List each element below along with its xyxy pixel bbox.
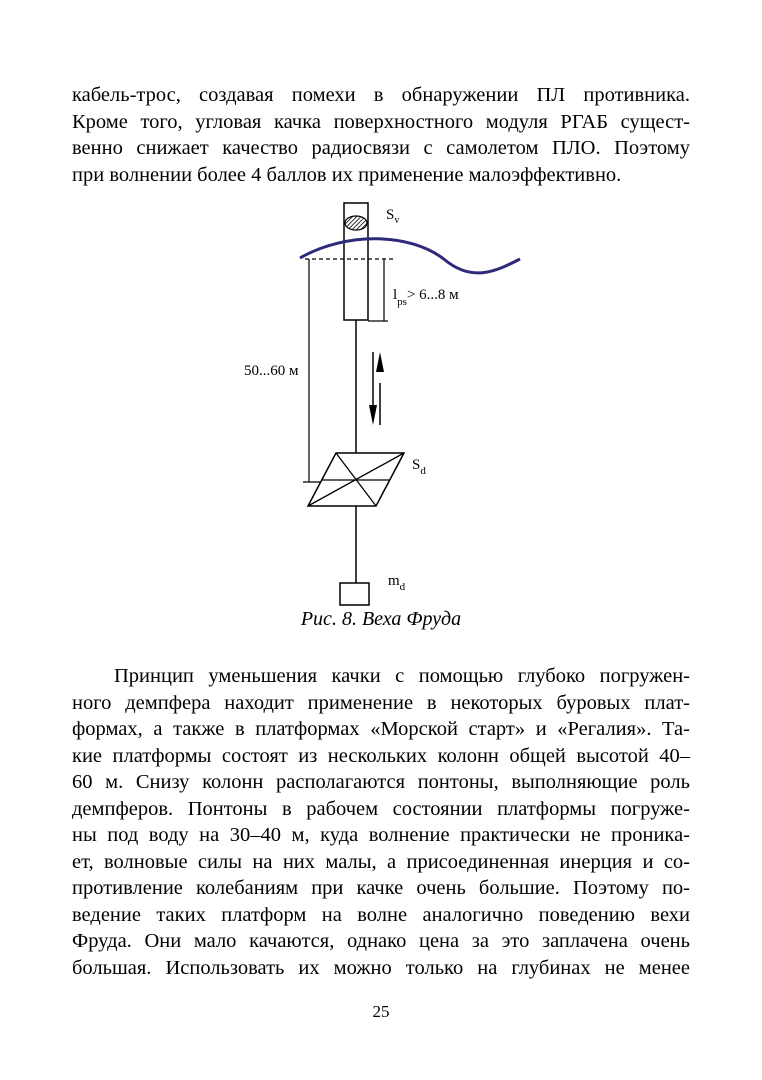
text-line: демпферов. Понтоны в рабочем состоянии платформы погруже-: [72, 797, 690, 820]
text-line: Принцип уменьшения качки с помощью глубоко погружен-: [114, 665, 690, 687]
text-line: ет, волновые силы на них малы, а присоединенная инерция и со-: [72, 850, 690, 873]
text-line: формах, а также в платформах «Морской старт» и «Регалия». Та-: [72, 718, 690, 740]
text-line: Кроме того, угловая качка поверхностного модуля РГАБ сущест-: [72, 110, 690, 133]
text-line: 60 м. Снизу колонн располагаются понтоны, выполняющие роль: [72, 771, 690, 793]
paragraph-bottom: [72, 663, 690, 981]
label-md: $m_d$: [388, 573, 406, 593]
arrow-down-head-icon: [369, 405, 377, 425]
page-number: 25: [372, 1002, 390, 1021]
label-depth: 50...60 м: [244, 363, 299, 379]
text-line: Фруда. Они мало качаются, однако цена за это заплачена очень: [72, 930, 690, 952]
text-line: при волнении более 4 баллов их применение малоэффективно.: [72, 163, 622, 186]
text-line: ного демпфера находит применение в некоторых буровых плат-: [72, 691, 690, 714]
figure-caption: Рис. 8. Веха Фруда: [300, 608, 462, 630]
text-line: кабель-трос, создавая помехи в обнаружении ПЛ противника.: [72, 84, 690, 106]
mass-block: [340, 583, 369, 605]
text-line: ведение таких платформ на волне аналогично поведению вехи: [72, 903, 690, 926]
wave-line: [300, 239, 520, 273]
text-line: большая. Использовать их можно только на глубинах не менее: [72, 956, 690, 979]
label-sv: $S_v$: [386, 207, 400, 226]
text-line: венно снижает качество радиосвязи с самолетом ПЛО. Поэтому: [72, 137, 690, 159]
hatched-ellipse: [345, 216, 367, 230]
text-line: кие платформы состоят из нескольких колонн общей высотой 40–: [72, 744, 690, 767]
arrow-up-head-icon: [376, 352, 384, 372]
label-sd: $S_d$: [412, 457, 426, 477]
text-line: противление колебаниям при качке очень большие. Поэтому по-: [72, 877, 690, 899]
text-line: ны под воду на 30–40 м, куда волнение практически не проника-: [72, 824, 690, 846]
label-lps: $l_{ps}> 6...8$ м: [393, 287, 459, 308]
